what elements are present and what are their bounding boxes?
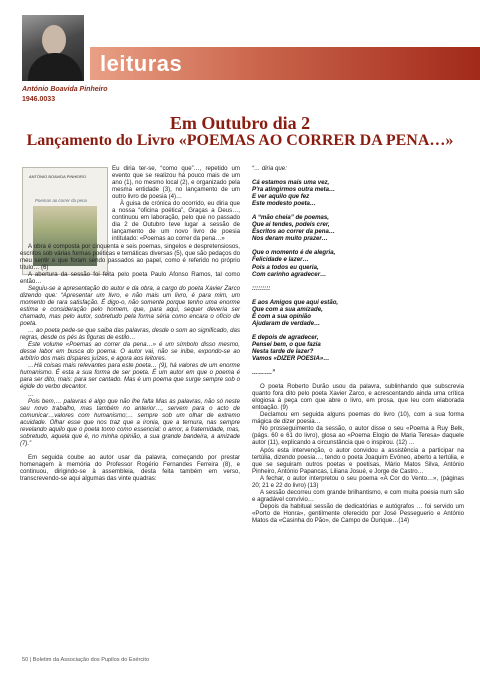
- article-title-line-1: Em Outubro dia 2: [169, 113, 311, 133]
- author-photo: [22, 15, 84, 81]
- section-title: leituras: [100, 51, 183, 76]
- paragraph: Seguiu-se a apresentação do autor e da obra, a cargo do poeta Xavier Zarco dizendo que: “Apresentar um livro, e não mais um livro, é para mim, um momento de rara satisfação. É digo-o, não somente porque tenho uma enorme estima e consideração pelo homem, que, para aqui, sequer deveria ser chamado, mas pelo autor, sobretudo pela forma séria como encara o ofício de poeta.: [20, 284, 240, 328]
- right-column: [252, 165, 464, 524]
- paragraph: Pois bem,… palavras é algo que não lhe falta Mas as palavras, não só neste seu novo trabalho, mas também no anterior…, servem para o acto de comunicar…valores com humanismo;… sempre sob um olhar de extremo acuidade. Olhar esse que nos traz que a ironia, que a ternura, nas sempre revelando aquilo que o poeta tomo como essencial: o amor, a fraternidade, mas, sobretudo, aquela que é, no minha opinião, a sua grande bandeira, a amizade (7).”: [20, 397, 240, 447]
- article-title-line-2: Lançamento do Livro «POEMAS AO CORRER DA PENA…»: [26, 132, 454, 149]
- left-column: [20, 165, 240, 482]
- poem-intro: “… diria que:: [252, 165, 287, 172]
- paragraph: Em seguida coube ao autor usar da palavra, começando por prestar homenagem à memória do Professor Rogério Fernandes Ferreira (8), e continuou, dirigindo-se à assembleia, desta feita também em verso, transcrevendo-se aqui algumas das vinte quadras:: [20, 453, 240, 483]
- poem-stanza: Cá estamos mais uma vez, P'ra atingirmos outra meta… E ver aquilo que fez Este modesto poeta…: [252, 179, 336, 208]
- paragraph: O poeta Roberto Durão usou da palavra, sublinhando que subscrevia quanto fora dito pelo poeta Xavier Zarco, e acrescentando ainda uma crítica elogiosa à peça com que abre o livro, em prosa, que leu com elaborada entoação. (9): [252, 383, 464, 412]
- author-name: António Boavida Pinheiro: [22, 86, 108, 93]
- paragraph: … ao poeta pede-se que saiba das palavras, desde o som ao significado, das regras, desde os pés às figuras de estilo…: [20, 327, 240, 342]
- poem-separator: ……….”: [252, 369, 276, 377]
- paragraph: Eu diria ter-se, “como que”…, repetido um evento que se realizou há pouco mais de um ano (1), no mesmo local (2), e organizado pela mesma entidade (3), no lançamento de um outro livro de poesia (4)…: [112, 165, 240, 201]
- paragraph: Este volume «Poemas ao correr da pena…» é um símbolo disso mesmo, desse labor em busca do poema. O autor vai, não se inibe, expondo-se ao arbítrio dos mais díspares juízes, e agora aos leitores.: [20, 341, 240, 363]
- paragraph: Depois da habitual sessão de dedicatórias e autógrafos … foi servido um «Porto de Honra», gentilmente oferecido por José Pesseguerio e António Matos da «Casinha do Pão», de Campo de Ourique…(14): [252, 502, 464, 524]
- paragraph: A sessão decorreu com grande brilhantismo, e com muita poesia num são e agradável convívio…: [252, 488, 464, 503]
- paragraph: No prosseguimento da sessão, o autor disse o seu «Poema a Ruy Belk, (págs. 60 e 61 do livro), glosa ao «Poema Elogio de Maria Teresa» daquele autor (11), explicando a circunstância que o inspirou. (12) …: [252, 425, 464, 447]
- poem-separator: :::::::::: [252, 284, 271, 292]
- paragraph: A abertura da sessão foi feita pelo poeta Paulo Afonso Ramos, tal como então…: [20, 270, 240, 285]
- paragraph: …: [28, 390, 35, 398]
- author-photo-body: [28, 53, 82, 81]
- paragraph: Declamou em seguida alguns poemas do livro (10), com a sua forma mágica de dizer poesia…: [252, 411, 464, 426]
- paragraph: …Há coisas mais relevantes para este poeta… (9), há valores de um enorme humanismo. É esta a sua forma de ser poeta. É um autor em que o poema é para ser dito, mais: para ser cantado. Mas é um poema que surge sempre sob o égide do verbo decantor.: [20, 362, 240, 391]
- author-id: 1946.0033: [22, 96, 56, 103]
- author-photo-face: [42, 25, 66, 55]
- paragraph: Após esta intervenção, o autor convidou a assistência a participar na tertúlia, dizendo poesia…, tendo o poeta Joaquim Evóneo, aberto a tertúlia, e que se seguiram outros poetas e poetisas, Mário Matos Silva, António Pinheiro, António Papancas, Liliana Josué, e Jorge de Castro…: [252, 446, 464, 475]
- book-cover-author: ANTÓNIO BOAVIDA PINHEIRO: [29, 174, 87, 179]
- paragraph: A fechar, o autor interpretou o seu poema «A Cor do Vento…», (páginas 20; 21 e 22 do livro) (13): [252, 474, 464, 489]
- book-cover-title: Poemas ao correr da pena: [35, 198, 87, 203]
- paragraph: À guisa de crónica do ocorrido, eu diria que a nossa “oficina poética”, Graças a Deus…, continuou em laboração, pelo que no passado dia 2 de Outubro teve lugar a sessão de lançamento de um novo livro de poesia intitulado: «Poemas ao correr da pena…»: [112, 200, 240, 243]
- poem-stanza: Que o momento é de alegria, Felicidade e lazer… Pois a todos eu queria, Com carinho agradecer…: [252, 249, 336, 278]
- paragraph: A obra é composta por cinquenta e seis poemas, singelos e despretensiosos, escritos sob várias formas poéticas e temáticas diversas (5), que são pedaços do meu sentir e que foram sendo passados ao papel, como é referido no próprio título… (6): [20, 242, 240, 271]
- poem-stanza: A “mão cheia” de poemas, Que aí tendes, podeis crer, Escritos ao correr da pena… Nos deram muito prazer…: [252, 214, 335, 243]
- page-footer: 50 | Boletim da Associação dos Pupilos do Exército: [22, 657, 150, 663]
- poem-stanza: E depois de agradecer, Pensei bem, o que fazia Nesta tarde de lazer? Vamos «DIZER POESIA»…: [252, 333, 330, 362]
- poem-stanza: E aos Amigos que aqui estão, Que com a sua amizade, E com a sua opinião Ajudaram de verdade…: [252, 298, 339, 327]
